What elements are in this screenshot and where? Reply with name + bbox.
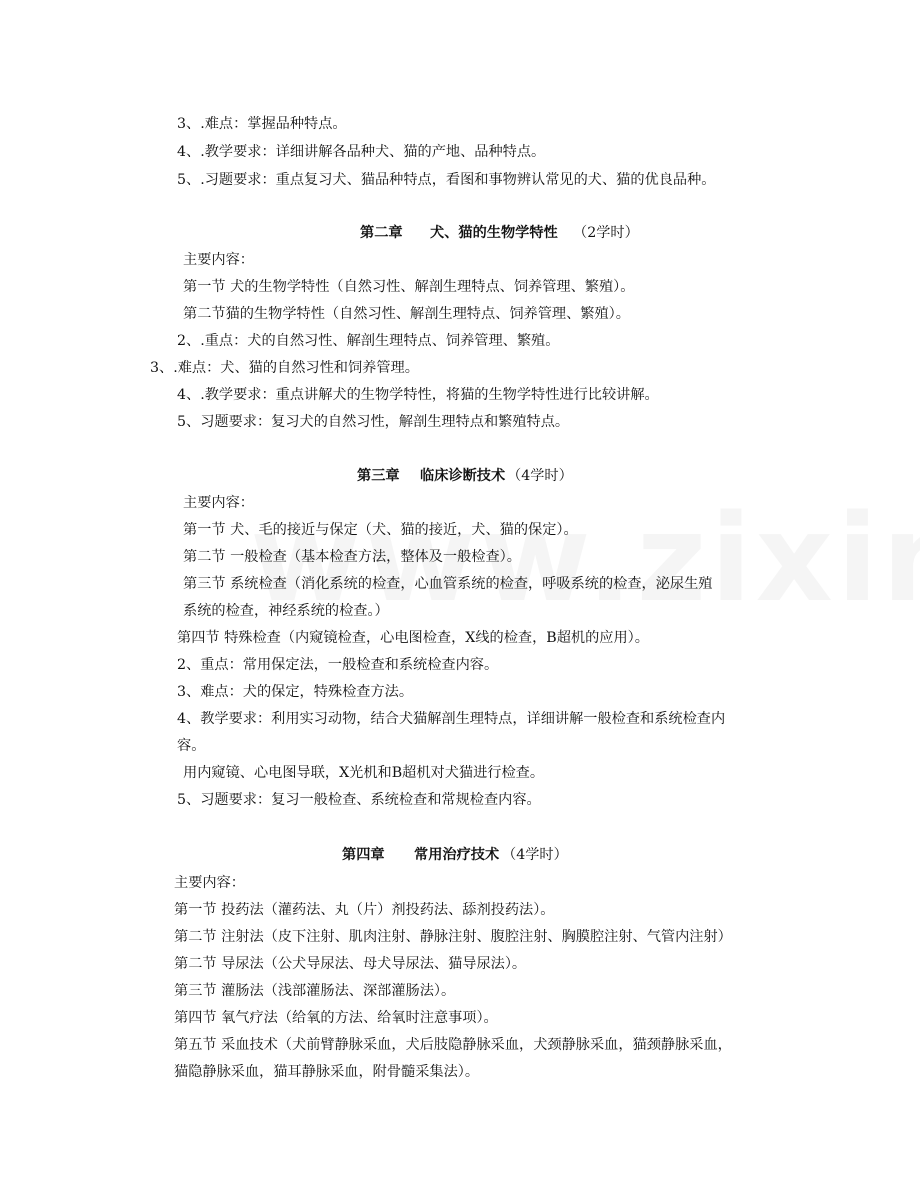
ch3-number: 第三章 bbox=[357, 468, 400, 484]
ch4-hours: （4学时） bbox=[502, 847, 568, 863]
ch3-title: 临床诊断技术 bbox=[420, 468, 506, 484]
ch4-title: 常用治疗技术 bbox=[414, 847, 500, 863]
ch2-title: 犬、猫的生物学特性 bbox=[430, 225, 558, 241]
ch4-number: 第四章 bbox=[342, 847, 385, 863]
ch2-hours: （2学时） bbox=[573, 225, 639, 241]
ch3-hours: （4学时） bbox=[507, 468, 573, 484]
ch2-number: 第二章 bbox=[360, 225, 403, 241]
